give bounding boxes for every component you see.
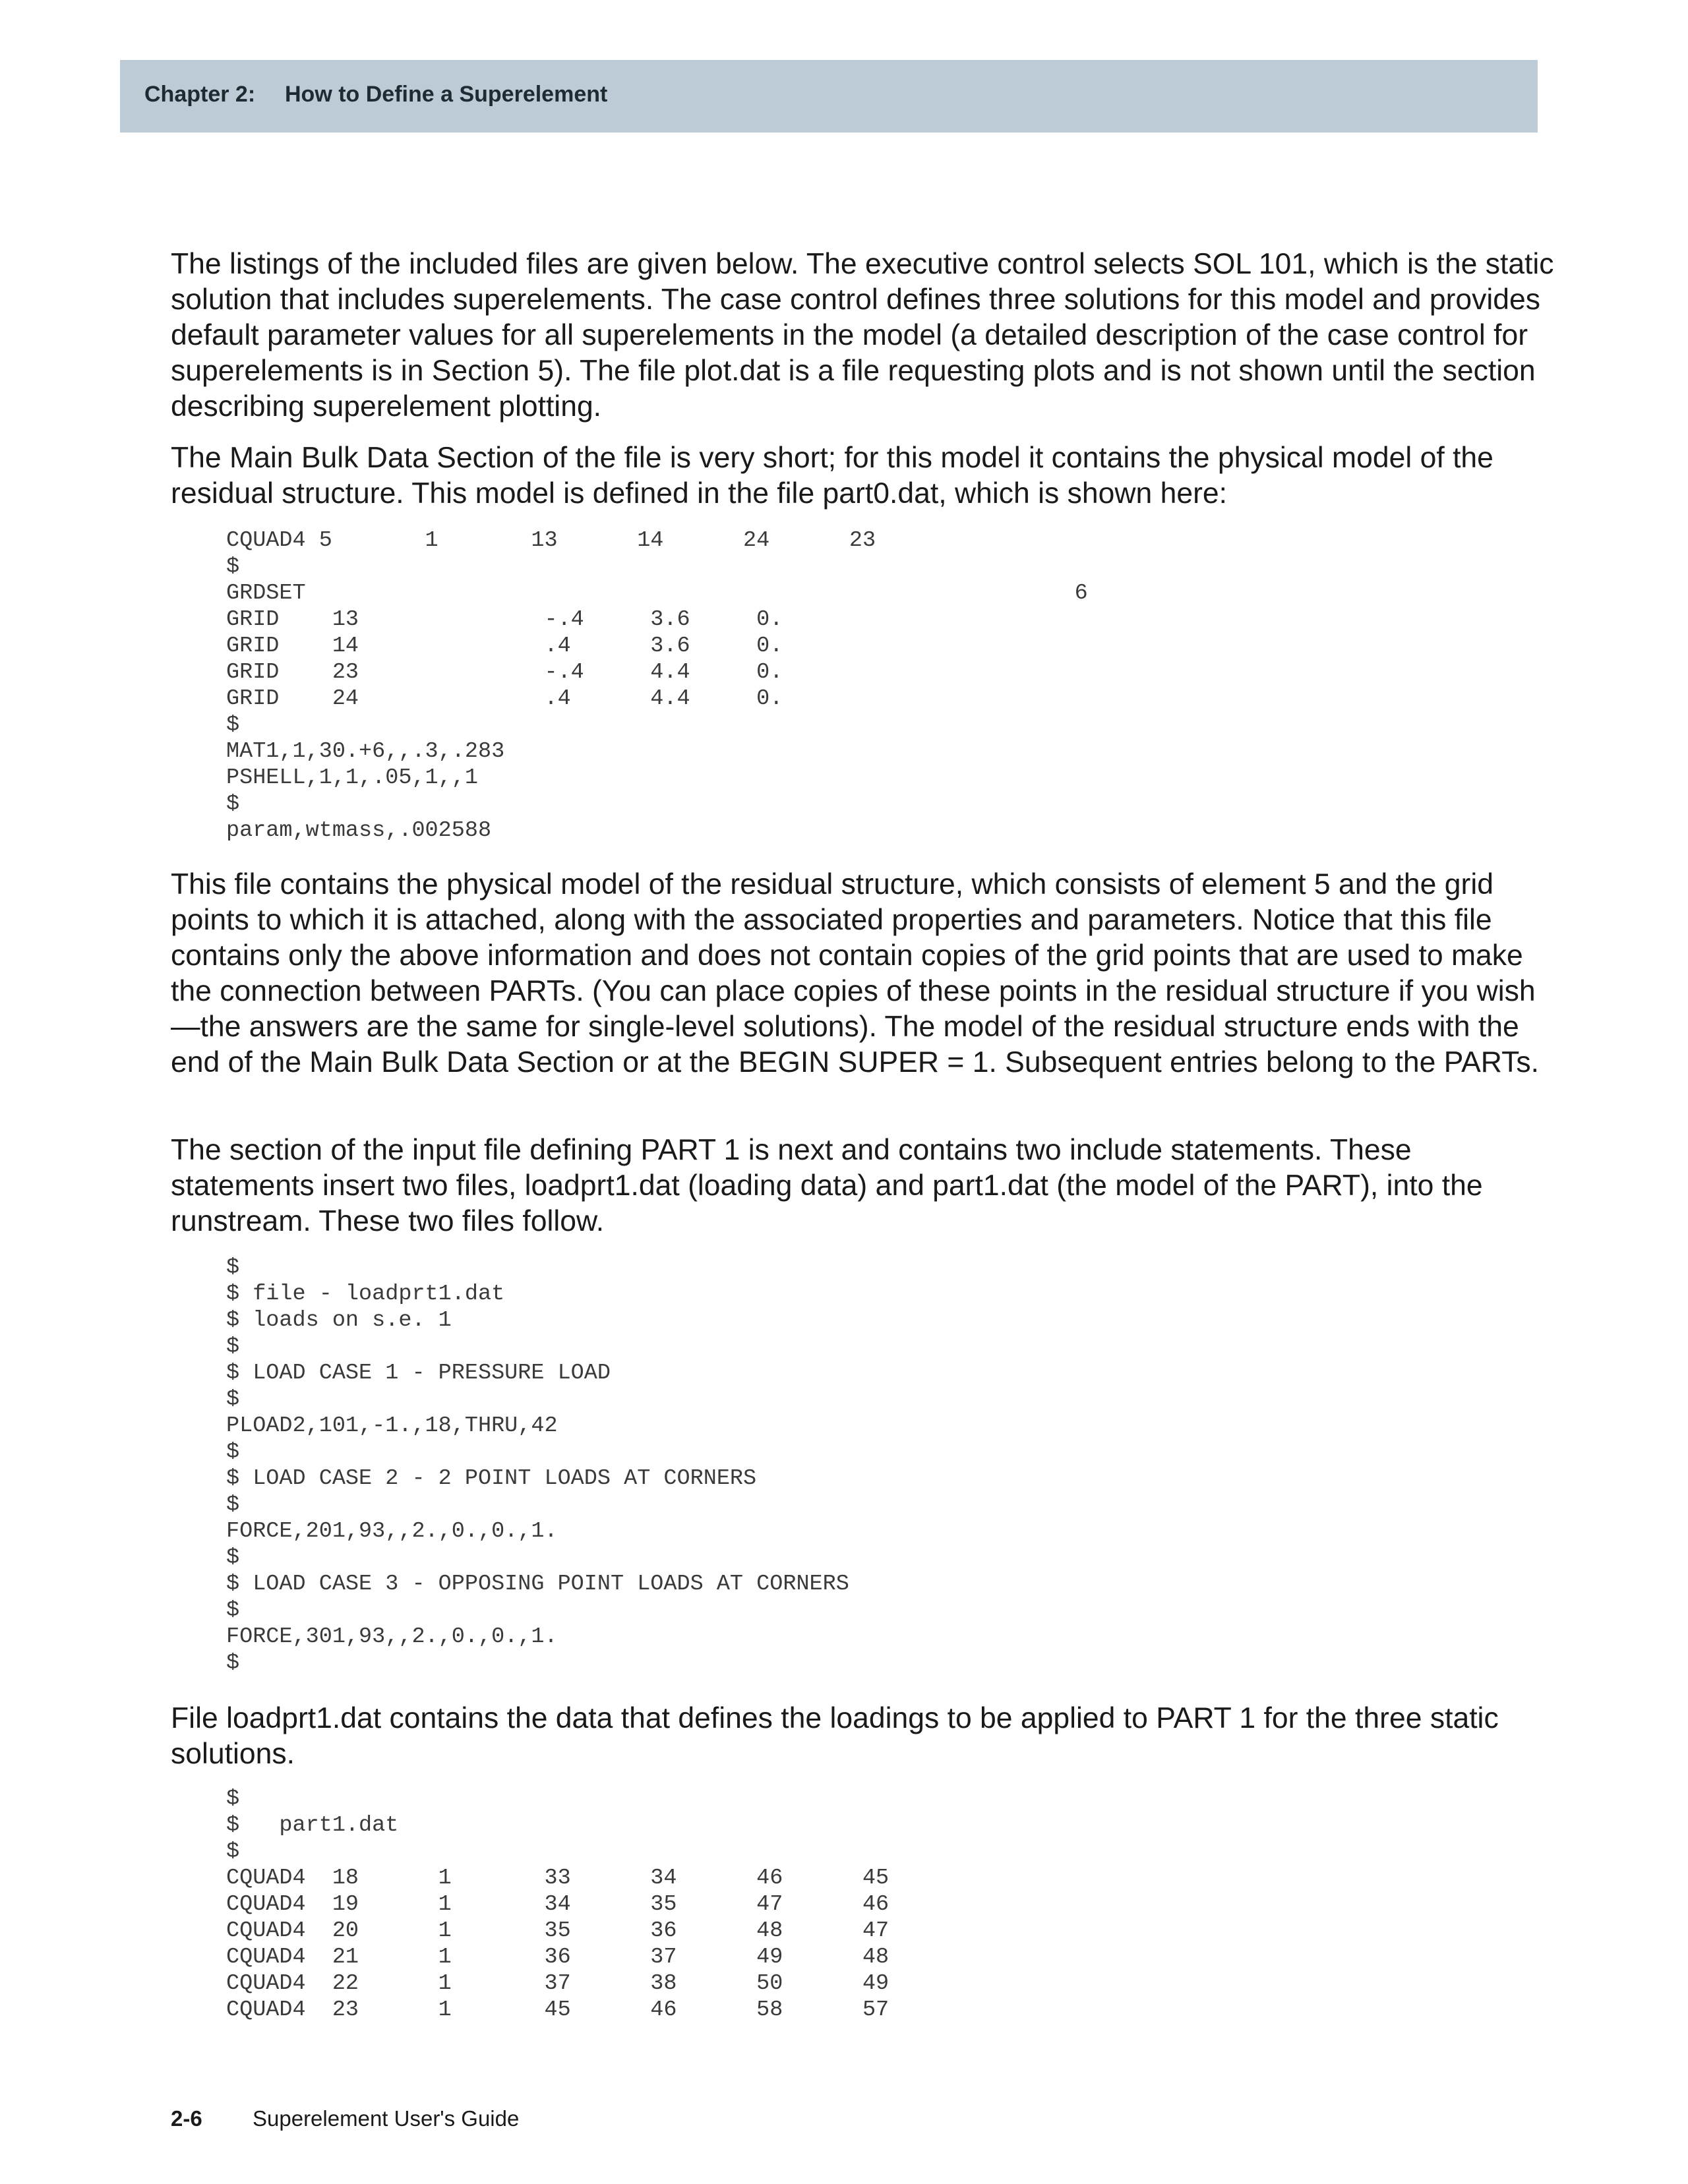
page-number: 2-6 <box>171 2106 202 2131</box>
part1-section-paragraph: The section of the input file defining PART 1 is next and contains two include statements. These statements insert two files, loadprt1.dat (loading data) and part1.dat (the model of the PART), into the runstream. These two files follow. <box>171 1134 1483 1237</box>
loadprt1-listing: $ $ file - loadprt1.dat $ loads on s.e. 1 $ $ LOAD CASE 1 - PRESSURE LOAD $ PLOAD2,101,-1.,18,THRU,42 $ $ LOAD CASE 2 - 2 POINT LOADS AT CORNERS $ FORCE,201,93,,2.,0.,0.,1. $ $ LOAD CASE 3 - OPPOSING POINT LOADS AT CORNERS $ FORCE,301,93,,2.,0.,0.,1. $ <box>226 1255 849 1676</box>
bulk-data-paragraph: The Main Bulk Data Section of the file is very short; for this model it contains the physical model of the residual structure. This model is defined in the file part0.dat, which is shown here: <box>171 442 1493 510</box>
loadprt1-description-paragraph: File loadprt1.dat contains the data that defines the loadings to be applied to PART 1 for the three static solutions. <box>171 1702 1499 1770</box>
part0-listing: CQUAD4 5 1 13 14 24 23 $ GRDSET 6 GRID 13 -.4 3.6 0. GRID 14 .4 3.6 0. GRID 23 -.4 4.4 0. GRID 24 .4 4.4 0. $ MAT1,1,30.+6,,.3,.283 PSHELL,1,1,.05,1,,1 $ param,wtmass,.002588 <box>226 528 1088 843</box>
chapter-number: Chapter 2: <box>144 82 256 107</box>
residual-structure-paragraph: This file contains the physical model of the residual structure, which consists of element 5 and the grid points to which it is attached, along with the associated properties and parameters. Notice that this file contains only the above information and does not contain copies of the grid points that are used to make the connection between PARTs. (You can place copies of these points in the residual structure if you wish—the answers are the same for single-level solutions). The model of the residual structure ends with the end of the Main Bulk Data Section or at the BEGIN SUPER = 1. Subsequent entries belong to the PARTs. <box>171 868 1539 1078</box>
chapter-header <box>120 60 1538 133</box>
part1-listing: $ $ part1.dat $ CQUAD4 18 1 33 34 46 45 CQUAD4 19 1 34 35 47 46 CQUAD4 20 1 35 36 48 47 CQUAD4 21 1 36 37 49 48 CQUAD4 22 1 37 38 50 49 CQUAD4 23 1 45 46 58 57 <box>226 1786 889 2022</box>
chapter-title: How to Define a Superelement <box>285 82 608 107</box>
intro-paragraph: The listings of the included files are given below. The executive control selects SOL 101, which is the static solution that includes superelements. The case control defines three solutions for this model and provides default parameter values for all superelements in the model (a detailed description of the case control for superelements is in Section 5). The file plot.dat is a file requesting plots and is not shown until the section describing superelement plotting. <box>171 248 1554 423</box>
book-title: Superelement User's Guide <box>253 2106 520 2131</box>
